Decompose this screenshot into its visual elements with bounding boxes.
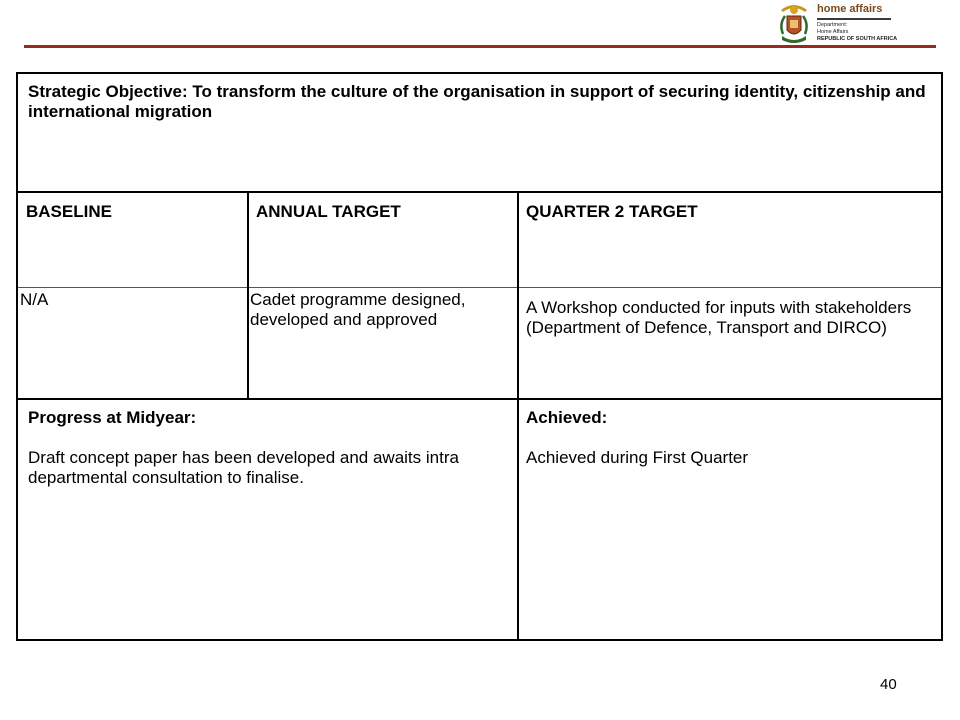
divider-objective — [18, 191, 941, 193]
objective-table — [16, 72, 943, 641]
home-affairs-logo — [775, 2, 898, 46]
progress-text: Draft concept paper has been developed and awaits intra departmental consultation to finalise. — [28, 448, 459, 487]
strategic-objective: Strategic Objective: To transform the culture of the organisation in support of securing identity, citizenship and international migration — [28, 82, 926, 121]
achieved-text: Achieved during First Quarter — [526, 448, 749, 467]
baseline-value: N/A — [20, 290, 49, 309]
divider-col-2 — [517, 192, 519, 641]
header-annual-target: ANNUAL TARGET — [256, 202, 401, 221]
achieved-cell — [518, 400, 941, 641]
page-number: 40 — [880, 676, 897, 693]
annual-target-value: Cadet programme designed, developed and approved — [250, 290, 466, 329]
logo-line-3: REPUBLIC OF SOUTH AFRICA — [817, 36, 898, 42]
progress-cell — [18, 400, 518, 641]
divider-col-1 — [247, 192, 249, 400]
logo-line-1: Department: — [817, 22, 848, 28]
header-baseline: BASELINE — [26, 202, 112, 221]
progress-label: Progress at Midyear: — [28, 408, 197, 427]
logo-title: home affairs — [817, 3, 883, 15]
achieved-label: Achieved: — [526, 408, 608, 427]
divider-row — [18, 398, 941, 400]
logo-divider — [817, 18, 891, 20]
logo-line-2: Home Affairs — [817, 29, 849, 35]
quarter-target-value: A Workshop conducted for inputs with stakeholders (Department of Defence, Transport and DIRCO) — [526, 298, 912, 337]
divider-header — [18, 287, 941, 288]
header-quarter-target: QUARTER 2 TARGET — [526, 202, 698, 221]
coat-of-arms-icon — [775, 2, 813, 46]
